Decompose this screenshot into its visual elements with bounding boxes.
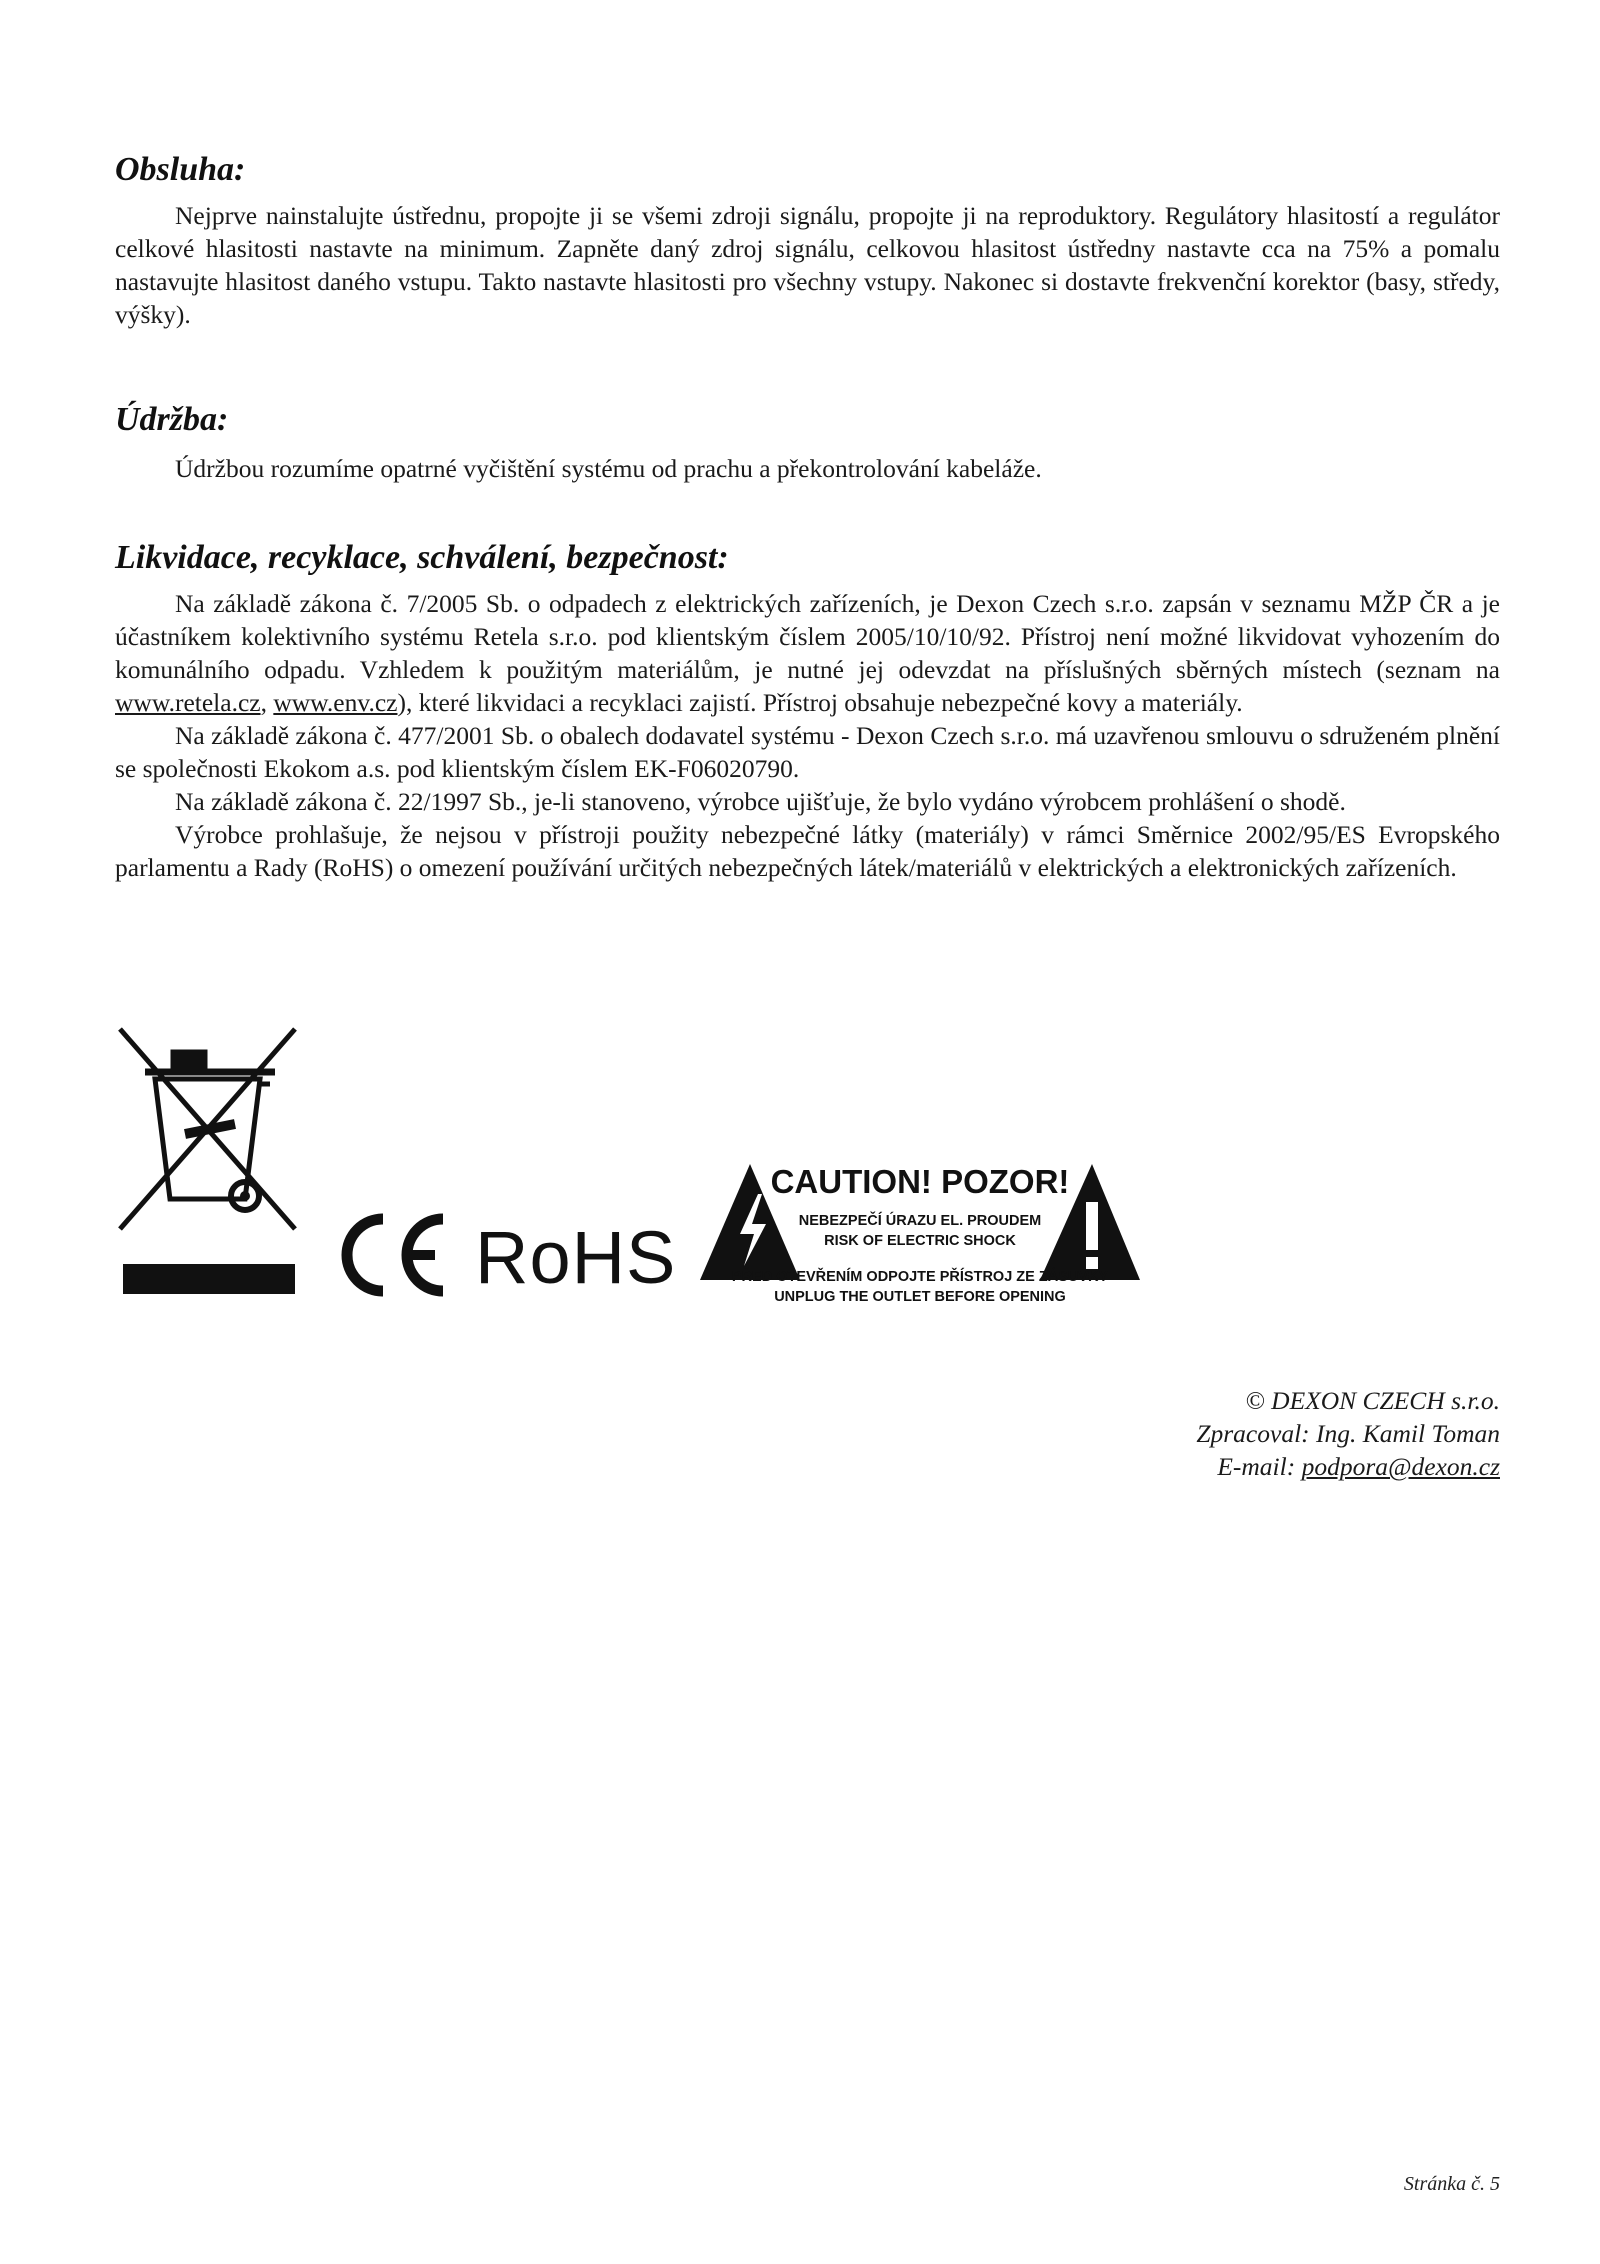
caution-line-2: RISK OF ELECTRIC SHOCK	[824, 1233, 1016, 1249]
likvidace-p1-start: Na základě zákona č. 7/2005 Sb. o odpadech z elektrických zařízeních, je Dexon Czech s.r.o. zapsán v seznamu MŽP ČR a je účastníkem kolektivního systému Retela s.r.o. pod klientským číslem 2005/10/10/92. Přístroj není možné likvidovat vyhozením do komunálního odpadu. Vzhledem k použitým materiálům, je nutné jej odevzdat na příslušných sběrných místech (seznam na	[115, 589, 1500, 684]
ce-rohs-logos	[335, 1205, 695, 1315]
email-label: E-mail:	[1217, 1452, 1302, 1481]
caution-label	[700, 1162, 1140, 1312]
caution-line-4: UNPLUG THE OUTLET BEFORE OPENING	[774, 1289, 1066, 1305]
author-line: Zpracoval: Ing. Kamil Toman	[1196, 1419, 1500, 1448]
page-number: Stránka č. 5	[1403, 2173, 1500, 2195]
rohs-logo: RoHS	[475, 1216, 677, 1299]
link-separator: ,	[260, 688, 274, 717]
udrzba-text	[115, 452, 1500, 485]
caution-title: CAUTION! POZOR!	[770, 1163, 1070, 1200]
likvidace-text	[115, 587, 1500, 884]
signature-block	[1196, 1384, 1500, 1483]
udrzba-paragraph: Údržbou rozumíme opatrné vyčištění systému od prachu a překontrolování kabeláže.	[175, 454, 1042, 483]
likvidace-paragraph-3: Na základě zákona č. 22/1997 Sb., je-li stanoveno, výrobce ujišťuje, že bylo vydáno výrobcem prohlášení o shodě.	[175, 787, 1346, 816]
obsluha-text	[115, 199, 1500, 331]
likvidace-p1-end: ), které likvidaci a recyklaci zajistí. Přístroj obsahuje nebezpečné kovy a materiály.	[397, 688, 1243, 717]
caution-line-3: PŘED OTEVŘENÍM ODPOJTE PŘÍSTROJ ZE ZÁSUVKY	[731, 1269, 1109, 1285]
company-copyright: © DEXON CZECH s.r.o.	[1245, 1386, 1500, 1415]
obsluha-heading: Obsluha:	[115, 151, 246, 188]
retela-link[interactable]: www.retela.cz	[115, 688, 261, 717]
weee-bin-icon	[115, 1024, 300, 1309]
likvidace-paragraph-2: Na základě zákona č. 477/2001 Sb. o obalech dodavatel systému - Dexon Czech s.r.o. má uzavřenou smlouvu o sdruženém plnění se společnosti Ekokom a.s. pod klientským číslem EK-F06020790.	[115, 721, 1500, 783]
env-link[interactable]: www.env.cz	[273, 688, 398, 717]
likvidace-paragraph-4: Výrobce prohlašuje, že nejsou v přístroji použity nebezpečné látky (materiály) v rámci Směrnice 2002/95/ES Evropského parlamentu a Rady (RoHS) o omezení používání určitých nebezpečných látek/materiálů v elektrických a elektronických zařízeních.	[115, 820, 1500, 882]
email-line	[1196, 1450, 1500, 1483]
caution-line-1: NEBEZPEČÍ ÚRAZU EL. PROUDEM	[798, 1213, 1042, 1229]
email-link[interactable]: podpora@dexon.cz	[1301, 1452, 1500, 1481]
ce-mark-icon	[335, 1205, 455, 1305]
obsluha-paragraph: Nejprve nainstalujte ústřednu, propojte ji se všemi zdroji signálu, propojte ji na reproduktory. Regulátory hlasitostí a regulátor celkové hlasitosti nastavte na minimum. Zapněte daný zdroj signálu, celkovou hlasitost ústředny nastavte cca na 75% a pomalu nastavujte hlasitost daného vstupu. Takto nastavte hlasitosti pro všechny vstupy. Nakonec si dostavte frekvenční korektor (basy, středy, výšky).	[115, 201, 1500, 329]
likvidace-heading: Likvidace, recyklace, schválení, bezpečnost:	[115, 539, 729, 576]
udrzba-heading: Údržba:	[115, 401, 229, 438]
likvidace-paragraph-1	[115, 587, 1500, 719]
